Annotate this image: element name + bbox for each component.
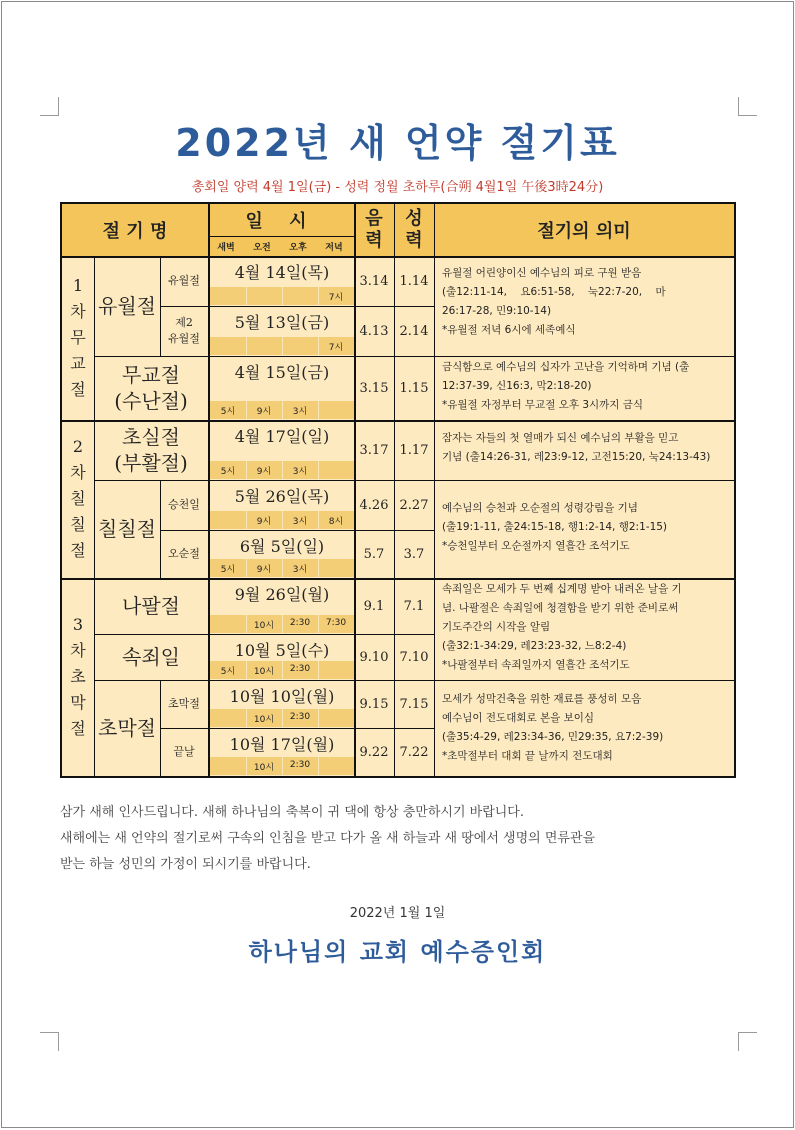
header-sacred: 성 력 <box>405 208 423 251</box>
service-time: 3시 <box>292 407 308 417</box>
service-time: 2:30 <box>289 712 311 722</box>
feast-trumpets: 나팔절 <box>122 594 180 618</box>
row-date: 5월 13일(금) <box>234 313 330 332</box>
meaning-trumpets-atonement: 속죄일은 모세가 두 번째 십계명 받아 내려온 날을 기 념. 나팔절은 속죄일에 청결함을 받기 위한 준비로써 기도주간의 시작을 알림 (출32:1-34:29, 레23:23-32, 느8:2-4) *나팔절부터 속죄일까지 열흘간 조석기도 <box>442 583 682 671</box>
service-time: 2:30 <box>289 664 311 674</box>
feast-tabernacles-sub: 초막절 <box>168 697 200 710</box>
feast-table <box>60 202 736 778</box>
sacred-date: 1.15 <box>399 380 429 396</box>
service-time: 10시 <box>253 667 275 677</box>
crop-mark <box>738 1032 757 1051</box>
service-time: 9시 <box>256 407 272 417</box>
row-date: 10월 10일(월) <box>229 687 335 706</box>
meaning-weeks: 예수님의 승천과 오순절의 성령강림을 기념 (출19:1-11, 출24:15-18, 행1:2-14, 행2:1-15) *승천일부터 오순절까지 열흘간 조석기도 <box>442 502 668 552</box>
time-strip <box>210 709 354 727</box>
group-label-2: 2 차 칠 칠 절 <box>70 437 86 560</box>
sacred-date: 7.22 <box>399 744 429 760</box>
subtitle: 총회일 양력 4월 1일(금) - 성력 정월 초하루(合朔 4월1일 午後3時24分) <box>191 180 604 195</box>
lunar-date: 4.26 <box>359 497 389 513</box>
sacred-date: 2.27 <box>399 497 429 513</box>
sacred-date: 1.14 <box>399 273 429 289</box>
row-date: 6월 5일(일) <box>239 537 325 556</box>
service-time: 5시 <box>220 407 236 417</box>
header-time-dawn: 새벽 <box>217 243 235 253</box>
header-meaning: 절기의 의미 <box>537 221 631 242</box>
time-strip <box>210 559 354 577</box>
header-name: 절 기 명 <box>102 221 168 242</box>
header-time-evening: 저녁 <box>325 243 343 253</box>
lunar-date: 4.13 <box>359 323 389 339</box>
service-time: 10시 <box>253 763 275 773</box>
row-date: 4월 14일(목) <box>234 263 330 282</box>
time-strip <box>210 511 354 529</box>
lunar-date: 3.15 <box>359 380 389 396</box>
feast-ascension: 승천일 <box>168 498 200 511</box>
service-time: 7시 <box>328 343 344 353</box>
feast-weeks: 칠칠절 <box>98 517 156 541</box>
meaning-tabernacles: 모세가 성막건축을 위한 재료를 풍성히 모음 예수님이 전도대회로 본을 보이심 (출35:4-29, 레23:34-36, 민29:35, 요7:2-39) *초막절부터 대회 끝 날까지 전도대회 <box>442 693 664 762</box>
feast-atonement: 속죄일 <box>122 645 180 669</box>
time-strip <box>210 337 354 355</box>
service-time: 7:30 <box>325 618 347 628</box>
service-time: 5시 <box>220 565 236 575</box>
crop-mark <box>40 1032 59 1051</box>
time-strip <box>210 287 354 305</box>
time-strip <box>210 757 354 775</box>
row-date: 10월 17일(월) <box>229 735 335 754</box>
service-time: 5시 <box>220 467 236 477</box>
lunar-date: 3.17 <box>359 442 389 458</box>
header-datetime: 일 시 <box>245 211 317 232</box>
lunar-date: 3.14 <box>359 273 389 289</box>
service-time: 9시 <box>256 467 272 477</box>
group-label-1: 1 차 무 교 절 <box>70 276 86 399</box>
row-date: 4월 15일(금) <box>234 363 330 382</box>
service-time: 7시 <box>328 293 344 303</box>
group-label-3: 3 차 초 막 절 <box>70 615 86 738</box>
service-time: 5시 <box>220 667 236 677</box>
lunar-date: 9.22 <box>359 744 389 760</box>
time-strip <box>210 401 354 419</box>
service-time: 2:30 <box>289 618 311 628</box>
header-time-afternoon: 오후 <box>289 243 307 253</box>
row-date: 9월 26일(월) <box>234 585 330 604</box>
service-time: 3시 <box>292 517 308 527</box>
header-lunar: 음 력 <box>365 208 383 251</box>
service-time: 8시 <box>328 517 344 527</box>
service-time: 10시 <box>253 621 275 631</box>
feast-passover: 유월절 <box>98 294 156 318</box>
lunar-date: 9.15 <box>359 696 389 712</box>
feast-passover-sub: 유월절 <box>168 274 200 287</box>
sacred-date: 1.17 <box>399 442 429 458</box>
time-strip <box>210 615 354 633</box>
row-date: 5월 26일(목) <box>234 487 330 506</box>
sacred-date: 2.14 <box>399 323 429 339</box>
sacred-date: 3.7 <box>403 546 425 562</box>
meaning-firstfruits: 잠자는 자들의 첫 열매가 되신 예수님의 부활을 믿고 기념 (출14:26-31, 레23:9-12, 고전15:20, 눅24:13-43) <box>442 432 711 463</box>
meaning-passover: 유월절 어린양이신 예수님의 피로 구원 받음 (출12:11-14, 요6:51-58, 눅22:7-20, 마 26:17-28, 민9:10-14) *유월절 저녁 6시에 세족예식 <box>442 267 666 336</box>
feast-second-passover: 제2 유월절 <box>168 316 200 345</box>
service-time: 10시 <box>253 715 275 725</box>
feast-tabernacles: 초막절 <box>98 716 156 740</box>
row-date: 10월 5일(수) <box>234 641 330 660</box>
feast-unleavened: 무교절 (수난절) <box>114 363 188 413</box>
feast-last-day: 끝날 <box>173 745 195 758</box>
meaning-unleavened: 금식함으로 예수님의 십자가 고난을 기억하며 기념 (출 12:37-39, 신16:3, 막2:18-20) *유월절 자정부터 무교절 오후 3시까지 금식 <box>442 361 690 411</box>
row-date: 4월 17일(일) <box>234 427 330 446</box>
lunar-date: 5.7 <box>363 546 385 562</box>
lunar-date: 9.1 <box>363 598 385 614</box>
service-time: 3시 <box>292 565 308 575</box>
service-time: 2:30 <box>289 760 311 770</box>
feast-pentecost: 오순절 <box>168 547 200 560</box>
feast-firstfruits: 초실절 (부활절) <box>114 425 188 475</box>
greeting-date: 2022년 1월 1일 <box>349 906 446 921</box>
time-strip <box>210 461 354 479</box>
page-title: 2022년 새 언약 절기표 <box>175 121 620 165</box>
church-name: 하나님의 교회 예수증인회 <box>248 938 547 966</box>
service-time: 9시 <box>256 565 272 575</box>
header-time-morning: 오전 <box>253 243 271 253</box>
service-time: 3시 <box>292 467 308 477</box>
sacred-date: 7.15 <box>399 696 429 712</box>
time-strip <box>210 661 354 679</box>
service-time: 9시 <box>256 517 272 527</box>
sacred-date: 7.10 <box>399 649 429 665</box>
sacred-date: 7.1 <box>403 598 425 614</box>
greeting: 삼가 새해 인사드립니다. 새해 하나님의 축복이 귀 댁에 항상 충만하시기 바랍니다. 새해에는 새 언약의 절기로써 구속의 인침을 받고 다가 올 새 하늘과 새 땅에서 생명의 면류관을 받는 하늘 성민의 가정이 되시기를 바랍니다. <box>60 805 596 872</box>
lunar-date: 9.10 <box>359 649 389 665</box>
